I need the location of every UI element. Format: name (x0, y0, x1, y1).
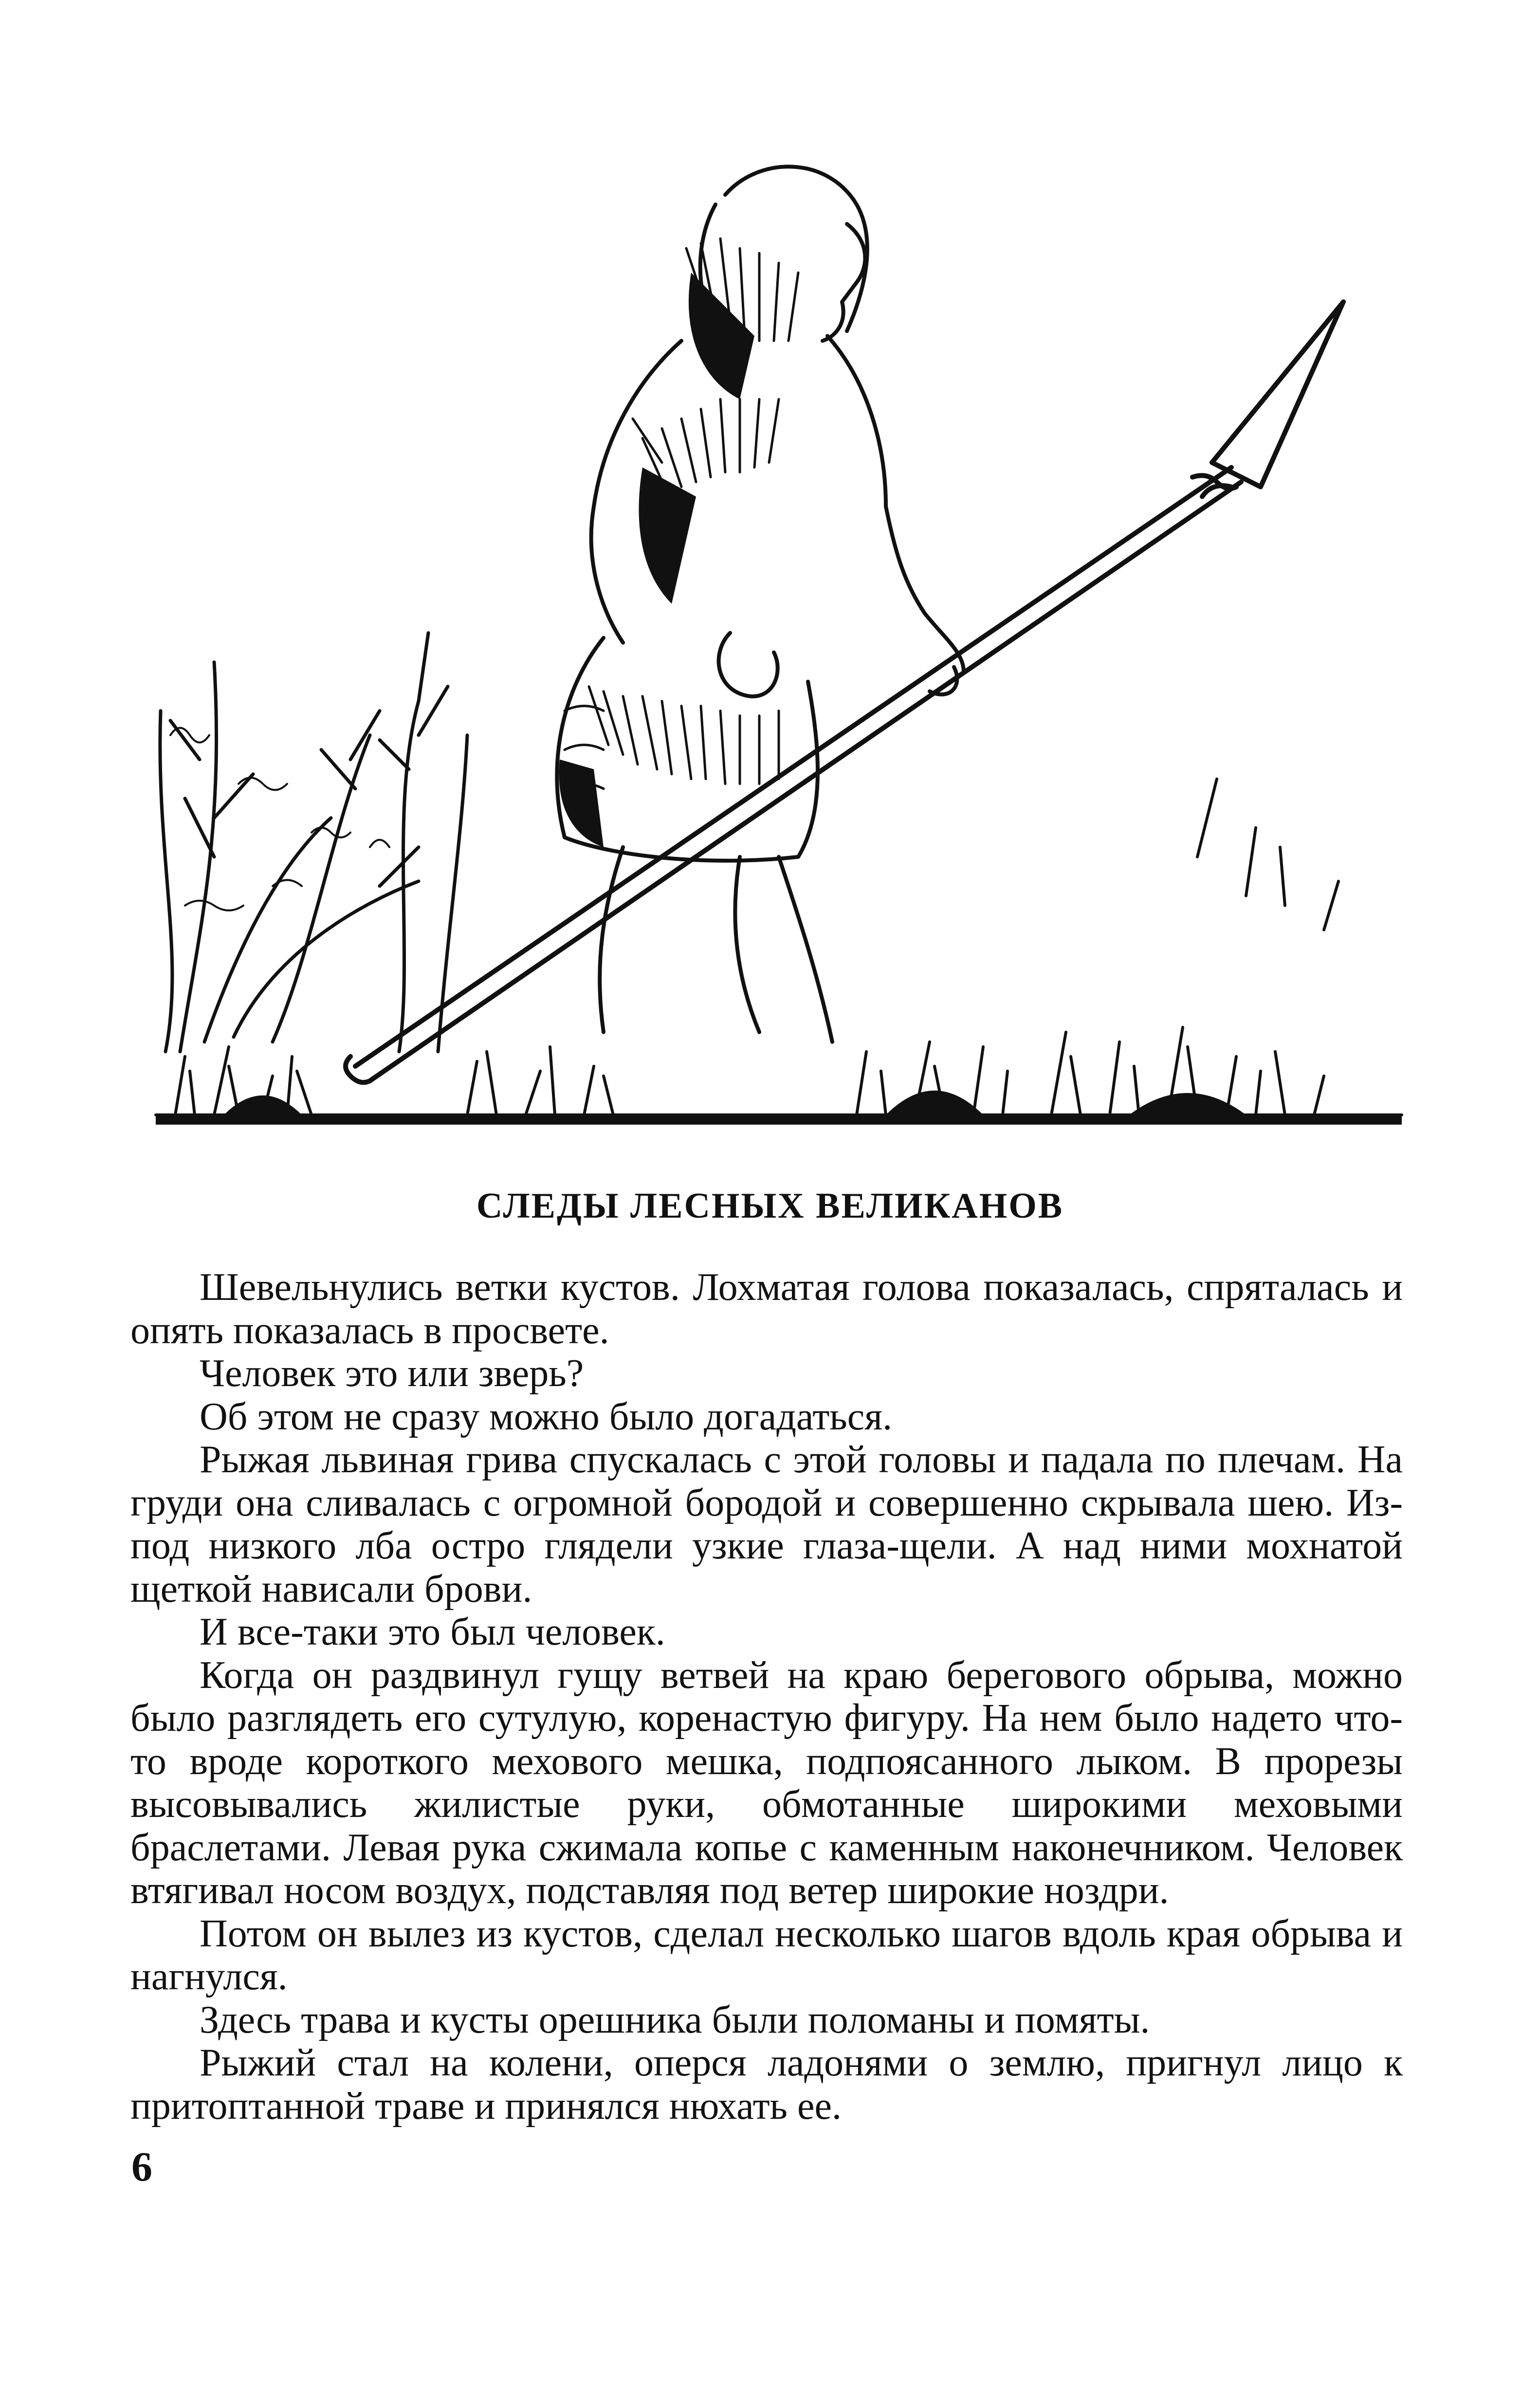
paragraph: И все-таки это был человек. (200, 1611, 665, 1653)
paragraph: Человек это или зверь? (200, 1352, 584, 1395)
paragraph: Рыжий стал на колени, оперся ладонями о землю, пригнул лицо к притоптанной траве и принялся нюхать ее. (130, 2041, 1403, 2128)
paragraph: Об этом не сразу можно было догадаться. (200, 1395, 893, 1438)
caveman-with-spear-illustration (127, 127, 1412, 1159)
grass (156, 779, 1402, 1115)
chapter-body (130, 1266, 1403, 2128)
paragraph: Когда он раздвинул гущу ветвей на краю берегового обрыва, можно было разглядеть его сутулую, коренастую фигуру. На нем было надето что-то вроде короткого мехового мешка, подпоясанного лыком. В прорезы высовывались жилистые руки, обмотанные широкими меховыми браслетами. Левая рука сжимала копье с каменным наконечником. Человек втягивал носом воздух, подставляя под ветер широкие ноздри. (130, 1653, 1403, 1912)
paragraph: Шевельнулись ветки кустов. Лохматая голова показалась, спряталась и опять показалась в просвете. (130, 1266, 1403, 1352)
paragraph: Рыжая львиная грива спускалась с этой головы и падала по плечам. На груди она сливалась с огромной бородой и совершенно скрывала шею. Из-под низкого лба остро глядели узкие глаза-щели. А над ними мохнатой щеткой нависали брови. (130, 1438, 1403, 1611)
chapter-title: СЛЕДЫ ЛЕСНЫХ ВЕЛИКАНОВ (476, 1186, 1064, 1226)
bush-left (160, 633, 467, 1052)
page-number: 6 (131, 2143, 152, 2190)
bush-left-scribbles (170, 728, 389, 910)
spear (346, 302, 1343, 1082)
caveman-drawing (127, 127, 1412, 1159)
paragraph: Здесь трава и кусты орешника были поломаны и помяты. (200, 1998, 1150, 2041)
paragraph: Потом он вылез из кустов, сделал несколько шагов вдоль края обрыва и нагнулся. (130, 1912, 1403, 1998)
